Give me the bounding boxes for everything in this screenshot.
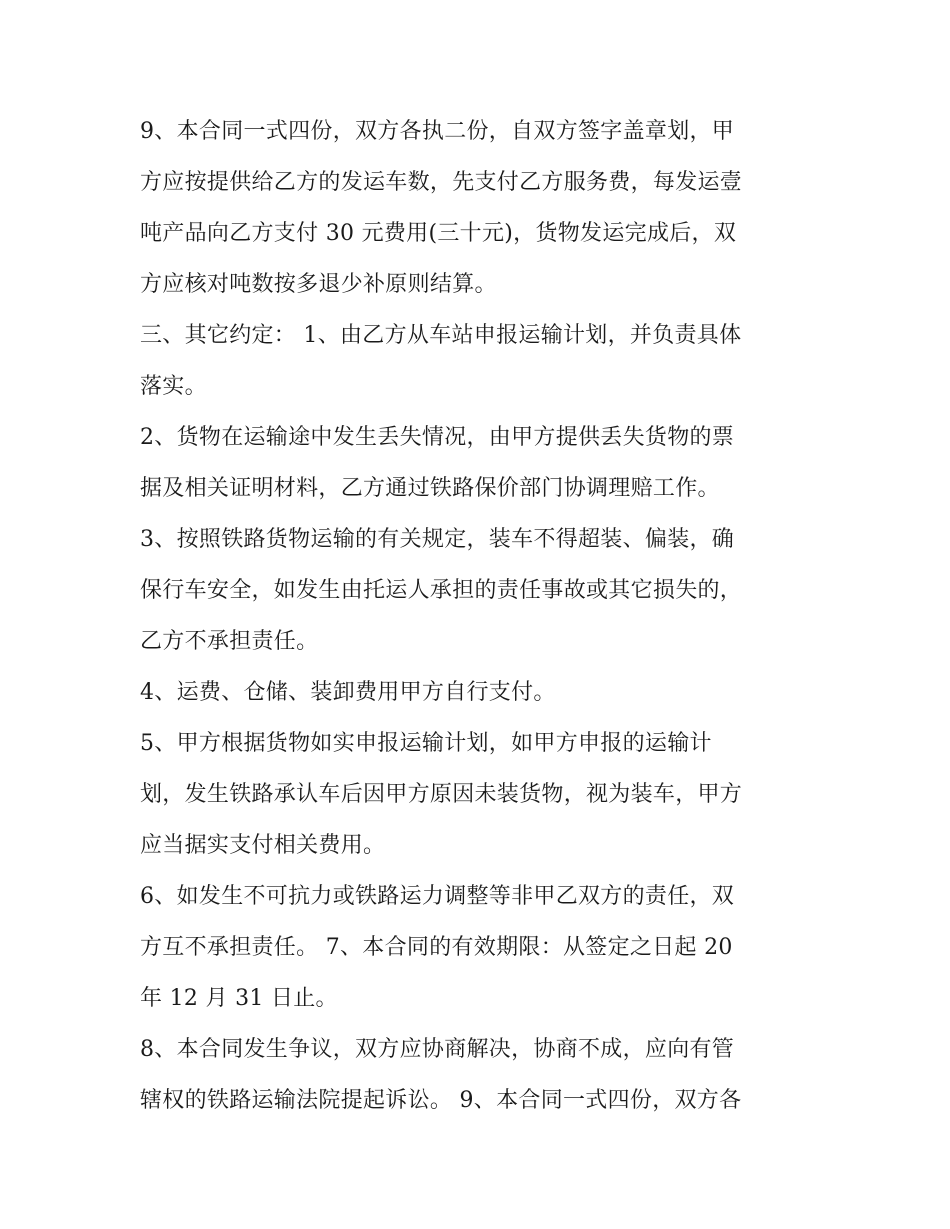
text-line: 吨产品向乙方支付 30 元费用(三十元)，货物发运完成后，双: [140, 221, 737, 246]
text-line: 5、甲方根据货物如实申报运输计划，如甲方申报的运输计: [140, 731, 712, 756]
text-line: 划，发生铁路承认车后因甲方原因未装货物，视为装车，甲方: [140, 782, 743, 807]
text-line: 9、本合同一式四份，双方各执二份，自双方签字盖章划，甲: [140, 119, 735, 144]
document-body: [140, 106, 830, 1126]
text-line: 3、按照铁路货物运输的有关规定，装车不得超装、偏装，确: [140, 527, 735, 552]
text-line: 方应核对吨数按多退少补原则结算。: [140, 272, 497, 297]
text-line: 6、如发生不可抗力或铁路运力调整等非甲乙双方的责任，双: [140, 884, 735, 909]
paragraph-clause-8-9: [140, 1024, 830, 1126]
text-line: 三、其它约定： 1、由乙方从车站申报运输计划，并负责具体: [140, 323, 742, 348]
paragraph-other-agreements: [140, 310, 830, 412]
text-line: 4、运费、仓储、装卸费用甲方自行支付。: [140, 680, 556, 705]
paragraph-clause-6-7: [140, 871, 830, 1024]
text-line: 年 12 月 31 日止。: [140, 986, 338, 1011]
text-line: 8、本合同发生争议，双方应协商解决，协商不成，应向有管: [140, 1037, 735, 1062]
text-line: 2、货物在运输途中发生丢失情况，由甲方提供丢失货物的票: [140, 425, 735, 450]
text-line: 方互不承担责任。 7、本合同的有效期限：从签定之日起 20: [140, 935, 733, 960]
text-line: 方应按提供给乙方的发运车数，先支付乙方服务费，每发运壹: [140, 170, 743, 195]
paragraph-clause-4: [140, 667, 830, 718]
text-line: 乙方不承担责任。: [140, 629, 319, 654]
text-line: 辖权的铁路运输法院提起诉讼。 9、本合同一式四份，双方各: [140, 1088, 742, 1113]
text-line: 落实。: [140, 374, 207, 399]
text-line: 应当据实支付相关费用。: [140, 833, 386, 858]
paragraph-clause-2: [140, 412, 830, 514]
paragraph-clause-9: [140, 106, 830, 310]
paragraph-clause-3: [140, 514, 830, 667]
text-line: 保行车安全，如发生由托运人承担的责任事故或其它损失的，: [140, 578, 743, 603]
paragraph-clause-5: [140, 718, 830, 871]
text-line: 据及相关证明材料，乙方通过铁路保价部门协调理赔工作。: [140, 476, 720, 501]
